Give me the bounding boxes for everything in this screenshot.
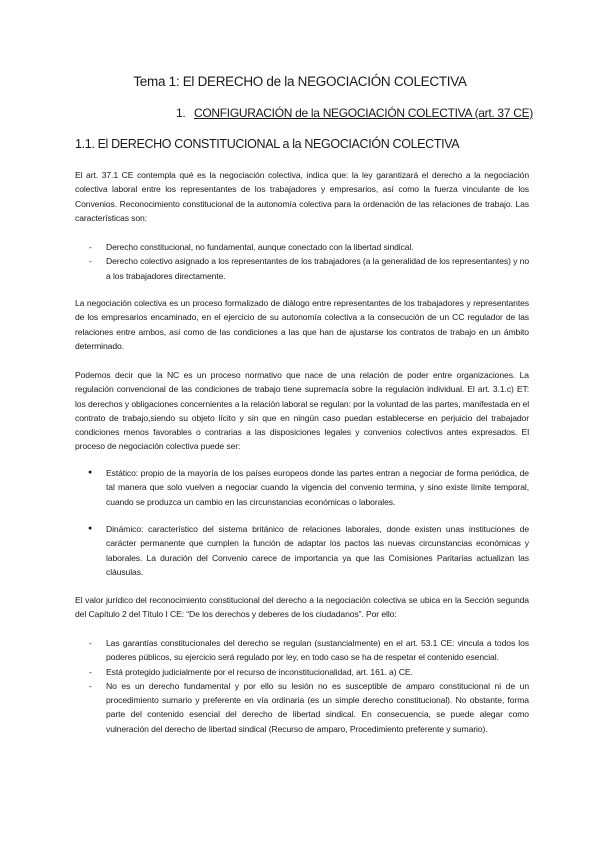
list-item: - Las garantías constitucionales del derecho se regulan (sustancialmente) en el art. 53.1 CE: vincula a todos los poderes públicos, su ejercicio será regulado por ley, en todo caso se ha de respetar el contenido esencial.: [75, 636, 529, 665]
bullet-dynamic-block: [75, 522, 529, 579]
document-title: Tema 1: El DERECHO de la NEGOCIACIÓN COLECTIVA: [133, 74, 467, 89]
list-item: - Derecho constitucional, no fundamental, aunque conectado con la libertad sindical.: [75, 240, 529, 254]
list-item: - Derecho colectivo asignado a los representantes de los trabajadores (a la generalidad de los representantes) y no a los trabajadores directamente.: [75, 254, 529, 283]
section-heading: [176, 106, 533, 120]
list-item: ● Dinámico: característico del sistema británico de relaciones laborales, donde existen unas instituciones de carácter permanente que cumplen la función de adaptar los pactos las nuevas circunstancias económicas y laborales. La duración del Convenio carece de importancia ya que las Comisiones Paritarias actualizan las cláusulas.: [75, 522, 529, 579]
guarantees-list-block: [75, 636, 529, 736]
list-item: - No es un derecho fundamental y por ello su lesión no es susceptible de amparo constitucional ni de un procedimiento sumario y preferente en vía ordinaria (es un simple derecho constitucional). No obstante, forma parte del contenido esencial del derecho de libertad sindical. En consecuencia, se puede alegar como vulneración del derecho de libertad sindical (Recurso de amparo, Procedimiento preferente y sumario).: [75, 679, 529, 736]
bullet-static-block: [75, 466, 529, 509]
section-heading-text: CONFIGURACIÓN de la NEGOCIACIÓN COLECTIVA (art. 37 CE): [194, 106, 533, 120]
process-types-list: [75, 522, 529, 579]
paragraph-text: La negociación colectiva es un proceso formalizado de diálogo entre representantes de los trabajadores y representantes de los empresarios encaminado, en el ejercicio de su autonomía colectiva a la consecución de un CC regulador de las relaciones entre ambos, así como de las condiciones a las que han de ajustarse los contratos de trabajo en un ámbito determinado.: [75, 298, 529, 351]
list-item: - Está protegido judicialmente por el recurso de inconstitucionalidad, art. 161. a) CE.: [75, 665, 529, 679]
paragraph-text: El art. 37.1 CE contempla qué es la negociación colectiva, indica que: la ley garantizará el derecho a la negociación colectiva laboral entre los representantes de los trabajadores y empresarios, así como la fuerza vinculante de los Convenios. Reconocimiento constitucional de la autonomía colectiva para la ordenación de las relaciones de trabajo. Las características son:: [75, 170, 529, 223]
characteristics-list: [75, 240, 529, 283]
list-item: ● Estático: propio de la mayoría de los países europeos donde las partes entran a negociar de forma periódica, de tal manera que solo vuelven a negociar cuando la vigencia del convenio termina, y sino existe límite temporal, cuando se produzca un cambio en las circunstancias económicas o laborales.: [75, 466, 529, 509]
paragraph-process: [75, 368, 529, 454]
guarantees-list: [75, 636, 529, 736]
paragraph-intro: [75, 168, 529, 225]
section-number: 1.: [176, 106, 186, 120]
paragraph-text: El valor jurídico del reconocimiento constitucional del derecho a la negociación colectiva se ubica en la Sección segunda del Capítulo 2 del Título I CE: “De los derechos y deberes de los ciudadanos”. Por ello:: [75, 595, 529, 620]
paragraph-definition: [75, 296, 529, 353]
subsection-heading: 1.1. El DERECHO CONSTITUCIONAL a la NEGOCIACIÓN COLECTIVA: [75, 137, 460, 151]
process-types-list: [75, 466, 529, 509]
paragraph-text: Podemos decir que la NC es un proceso normativo que nace de una relación de poder entre organizaciones. La regulación convencional de las condiciones de trabajo tiene supremacía sobre la regulación individual. El art. 3.1.c) ET: los derechos y obligaciones concernientes a la relación laboral se regulan: por la voluntad de las partes, manifestada en el contrato de trabajo,siendo su objeto lícito y sin que en ningún caso puedan establecerse en perjuicio del trabajador condiciones menos favorables o contrarias a las disposiciones legales y convenios colectivos antes expresados. El proceso de negociación colectiva puede ser:: [75, 370, 529, 452]
paragraph-legal-value: [75, 593, 529, 622]
characteristics-list-block: [75, 240, 529, 283]
